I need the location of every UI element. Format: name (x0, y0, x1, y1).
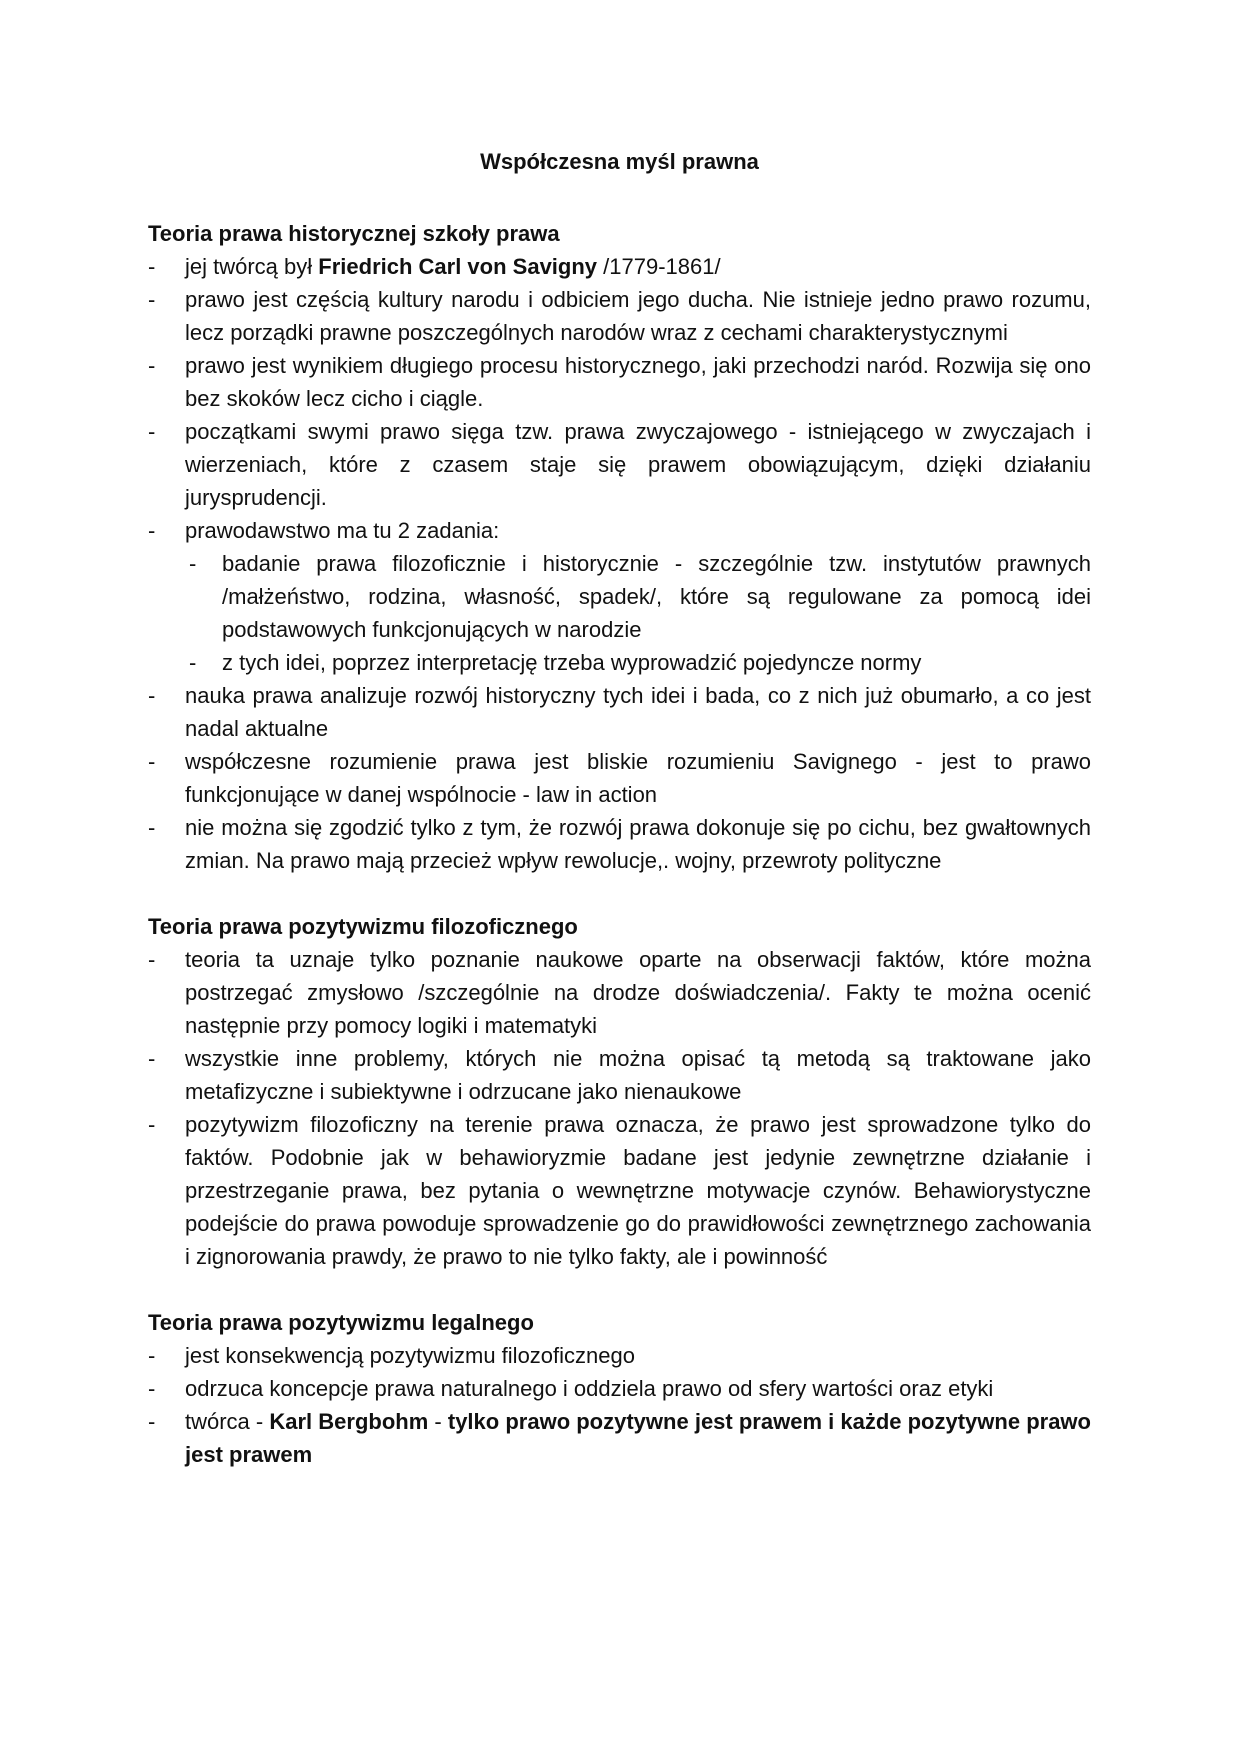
list-item (148, 1042, 1091, 1108)
section-heading: Teoria prawa pozytywizmu filozoficznego (148, 914, 578, 939)
bold-text: Friedrich Carl von Savigny (318, 254, 598, 279)
list-item (148, 283, 1091, 349)
bullet-list (148, 1339, 1091, 1471)
section (148, 217, 1091, 877)
text-segment: jej twórcą był (185, 254, 319, 279)
section-heading: Teoria prawa historycznej szkoły prawa (148, 221, 560, 246)
list-item (148, 514, 1091, 547)
text-segment: prawo jest wynikiem długiego procesu historycznego, jaki przechodzi naród. Rozwija się ono bez skoków lecz cicho i ciągle. (185, 353, 1091, 411)
text-segment: z tych idei, poprzez interpretację trzeba wyprowadzić pojedyncze normy (222, 650, 922, 675)
list-item (148, 1405, 1091, 1471)
text-segment: nauka prawa analizuje rozwój historyczny tych idei i bada, co z nich już obumarło, a co jest nadal aktualne (185, 683, 1091, 741)
document-body (148, 217, 1091, 1471)
section (148, 1306, 1091, 1471)
text-segment: nie można się zgodzić tylko z tym, że rozwój prawa dokonuje się po cichu, bez gwałtownych zmian. Na prawo mają przecież wpływ rewolucje,. wojny, przewroty polityczne (185, 815, 1091, 873)
list-item (148, 250, 1091, 283)
bold-text: Karl Bergbohm (269, 1409, 429, 1434)
bullet-list (148, 943, 1091, 1273)
list-item (148, 415, 1091, 514)
list-item (148, 1372, 1091, 1405)
list-item (148, 943, 1091, 1042)
list-item (148, 811, 1091, 877)
text-segment: - (428, 1409, 448, 1434)
text-segment: prawodawstwo ma tu 2 zadania: (185, 518, 500, 543)
list-item (148, 1108, 1091, 1273)
list-item (148, 349, 1091, 415)
document-title: Współczesna myśl prawna (480, 149, 759, 174)
text-segment: teoria ta uznaje tylko poznanie naukowe oparte na obserwacji faktów, które można postrzegać zmysłowo /szczególnie na drodze doświadczenia/. Fakty te można ocenić następnie przy pomocy logiki i matematyki (185, 947, 1091, 1038)
text-segment: początkami swymi prawo sięga tzw. prawa zwyczajowego - istniejącego w zwyczajach i wierzeniach, które z czasem staje się prawem obowiązującym, dzięki działaniu jurysprudencji. (185, 419, 1091, 510)
text-segment: współczesne rozumienie prawa jest bliskie rozumieniu Savignego - jest to prawo funkcjonujące w danej wspólnocie - law in action (185, 749, 1091, 807)
text-segment: jest konsekwencją pozytywizmu filozoficznego (185, 1343, 635, 1368)
section (148, 910, 1091, 1273)
list-item (148, 1339, 1091, 1372)
list-item (148, 745, 1091, 811)
document-page (148, 140, 1091, 1504)
text-segment: wszystkie inne problemy, których nie można opisać tą metodą są traktowane jako metafizyczne i subiektywne i odrzucane jako nienaukowe (185, 1046, 1091, 1104)
list-item (148, 679, 1091, 745)
text-segment: badanie prawa filozoficznie i historycznie - szczególnie tzw. instytutów prawnych /małżeństwo, rodzina, własność, spadek/, które są regulowane za pomocą idei podstawowych funkcjonujących w narodzie (222, 551, 1091, 642)
sub-list-item (185, 646, 1091, 679)
text-segment: pozytywizm filozoficzny na terenie prawa oznacza, że prawo jest sprowadzone tylko do faktów. Podobnie jak w behawioryzmie badane jest jedynie zewnętrzne działanie i przestrzeganie prawa, bez pytania o wewnętrzne motywacje czynów. Behawiorystyczne podejście do prawa powoduje sprowadzenie go do prawidłowości zewnętrznego zachowania i zignorowania prawdy, że prawo to nie tylko fakty, ale i powinność (185, 1112, 1091, 1269)
text-segment: prawo jest częścią kultury narodu i odbiciem jego ducha. Nie istnieje jedno prawo rozumu, lecz porządki prawne poszczególnych narodów wraz z cechami charakterystycznymi (185, 287, 1091, 345)
text-segment: twórca - (185, 1409, 270, 1434)
text-segment: /1779-1861/ (597, 254, 721, 279)
text-segment: odrzuca koncepcje prawa naturalnego i oddziela prawo od sfery wartości oraz etyki (185, 1376, 994, 1401)
bullet-list (148, 250, 1091, 877)
section-heading: Teoria prawa pozytywizmu legalnego (148, 1310, 534, 1335)
bold-text: tylko prawo pozytywne jest prawem i każde pozytywne prawo jest prawem (185, 1409, 1091, 1467)
sub-list-item (185, 547, 1091, 646)
